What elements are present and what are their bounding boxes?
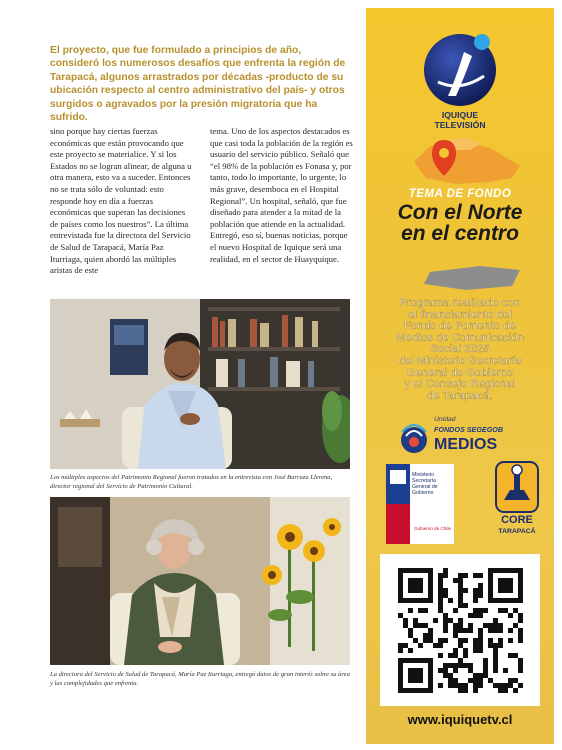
fondos-medios: MEDIOS — [434, 436, 498, 453]
banner-title-line-2: en el centro — [401, 222, 519, 245]
logo-caption — [412, 110, 508, 130]
website-url[interactable]: www.iquiquetv.cl — [407, 712, 513, 727]
core-emblem-icon — [494, 460, 540, 514]
photo-interview-iturriaga — [50, 497, 350, 665]
funding-line: y el Consejo Regional — [404, 378, 516, 391]
iquique-globe-icon — [412, 26, 508, 110]
chile-flag-bar-icon — [386, 464, 410, 544]
logo-line-1: IQUIQUE — [441, 110, 479, 120]
funding-line: del Ministerio Secretaría — [398, 354, 522, 367]
funding-line: Medios de Comunicación — [396, 331, 524, 344]
gob-ministry-name: Ministerio Secretaría General de Gobierno — [412, 472, 438, 496]
column-2-text: tema. Uno de los aspectos destacados es que casi toda la población de la región es usuario del servicio público. Señaló que “el 98% de la población es Fonasa y, por tanto, todo lo importante, lo urgente, lo más grave, desemboca en el Hospital Regional”. Un hospital, señaló, que fue diseñado para atender a la mitad de la población que atiende en la actualidad. Entregó, eso sí, buenas noticias, porque el nuevo Hospital de Iquique será una realidad, en el sector de Huayquique. — [210, 126, 353, 264]
funding-line: Social 2025 — [430, 343, 490, 356]
core-tarapaca-logo — [494, 460, 540, 544]
funding-line: General de Gobierno — [406, 366, 514, 379]
fondos-unidad-label: Unidad — [434, 416, 456, 423]
funding-line: Programa realizado con — [399, 297, 521, 309]
photo-2-caption: La directora del Servicio de Salud de Tarapacá, María Paz Iturriaga, entregó datos de gran interés sobre su área y las complejidades que enfrenta. — [50, 671, 350, 687]
core-name: CORE — [501, 514, 533, 526]
article-column-1 — [50, 126, 194, 277]
funding-line: el financiamiento del — [408, 308, 512, 321]
funding-line: de Tarapacá. — [427, 389, 493, 402]
article-lead: El proyecto, que fue formulado a principios de año, consideró los numerosos desafíos que enfrenta la región de Tarapacá, algunos arrastrados por décadas -producto de su ubicación respecto al centro administrativo del país- y otros surgidos o agravados por la presión migratoria que ha sufrido. — [50, 45, 346, 124]
funding-line: Fondo de Fomento de — [403, 320, 517, 333]
banner-title-line-1: Con el Norte — [397, 201, 523, 224]
sponsor-sidebar — [366, 8, 554, 744]
photo-1-caption: Los múltiples aspectos del Patrimonio Regional fueron tratados en la entrevista con José Barraza Llerena, director regional del Servicio de Patrimonio Cultural. — [50, 474, 333, 490]
broadcast-icon — [400, 418, 434, 458]
logo-line-2: TELEVISIÓN — [434, 120, 486, 130]
core-region: TARAPACÁ — [498, 528, 536, 535]
program-banner — [370, 138, 550, 298]
qr-code[interactable] — [380, 554, 540, 706]
funding-statement — [372, 298, 548, 402]
iquique-television-logo — [412, 26, 508, 134]
column-1-text: sino porque hay ciertas fuerzas económicas que están provocando que este proyecto se materialice. Y si los Estados no se logran alinear, de alguna u otra manera, esto va a suceder. Entonces no se trata sólo de voluntad: esto responde hoy en día a fuerzas económicas que superan las decisiones de países como los nuestros”. La última entrevistada fue la directora del Servicio de Salud de Tarapacá, María Paz Iturriaga, quien abordó las múltiples aristas de este — [50, 126, 192, 276]
fondos-name: FONDOS SEGEGOB — [434, 425, 504, 434]
banner-tema-de-fondo: TEMA DE FONDO — [408, 188, 512, 200]
article-column-2 — [210, 126, 354, 265]
fondos-segegob-medios-logo — [400, 416, 530, 462]
gob-footer: Gobierno de Chile — [414, 526, 452, 531]
gobierno-de-chile-logo — [386, 464, 454, 544]
photo-interview-barraza — [50, 299, 350, 469]
qr-code-icon — [380, 554, 540, 706]
banner-title — [370, 202, 550, 244]
